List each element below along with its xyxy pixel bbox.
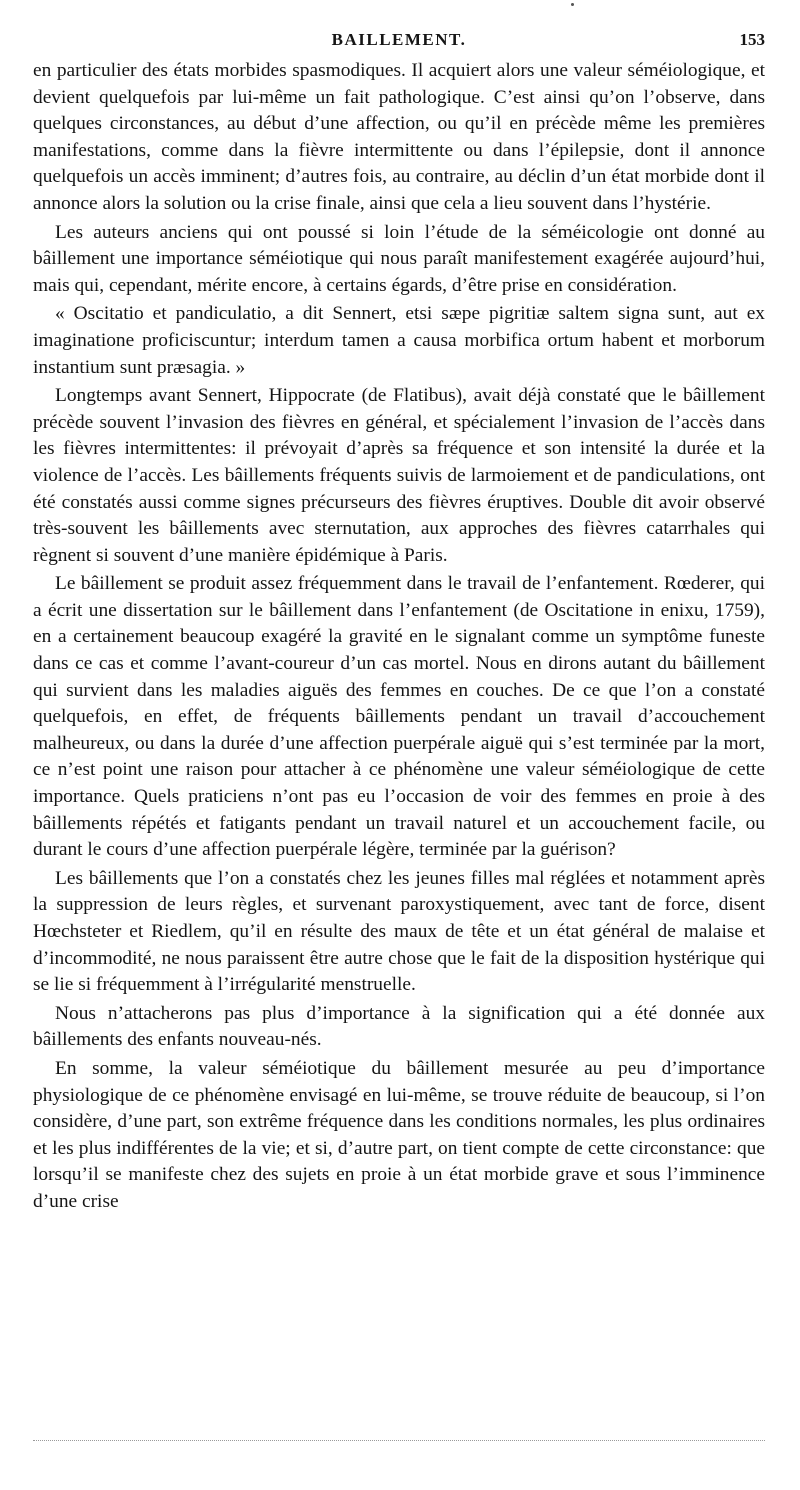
paragraph-childbirth: Le bâillement se produit assez fréquemment dans le travail de l’enfantement. Rœderer, qui a écrit une dissertation sur le bâillement dans l’enfantement (de Oscitatione in enixu, 1759), en a certainement beaucoup exagéré la gravité en le signalant comme un symptôme funeste dans ce cas et comme l’avant-coureur d’un cas mortel. Nous en dirons autant du bâillement qui survient dans les maladies aiguës des femmes en couches. De ce que l’on a constaté quelquefois, en effet, de fréquents bâillements pendant un travail d’accouchement malheureux, ou dans la durée d’une affection puerpérale aiguë qui s’est terminée par la mort, ce n’est point une raison pour attacher à ce phénomène une valeur séméiologique de cette importance. Quels praticiens n’ont pas eu l’occasion de voir des femmes en proie à des bâillements répétés et fatigants pendant un travail naturel et un accouchement facile, ou durant le cours d’une affection puerpérale légère, terminée par la guérison? — [33, 573, 765, 861]
paragraph-sennert-quote: « Oscitatio et pandiculatio, a dit Sennert, etsi sæpe pigritiæ saltem signa sunt, aut ex imaginatione proficiscuntur; interdum tamen a causa morbifica ortum habent et morborum instantium sunt præsagia. » — [33, 303, 765, 378]
running-header — [33, 30, 765, 58]
running-title: BAILLEMENT. — [331, 30, 467, 49]
book-page — [33, 30, 765, 1218]
paragraph-ancient-authors: Les auteurs anciens qui ont poussé si loin l’étude de la séméicologie ont donné au bâillement une importance séméiotique qui nous paraît manifestement exagérée aujourd’hui, mais qui, cependant, mérite encore, à certains égards, d’être prise en considération. — [33, 221, 765, 296]
paragraph-young-girls: Les bâillements que l’on a constatés chez les jeunes filles mal réglées et notamment après la suppression de leurs règles, et survenant paroxystiquement, avec tant de force, disent Hœchsteter et Riedlem, qu’il en résulte des maux de tête et un état général de malaise et d’incommodité, ne nous paraissent être autre chose que le fait de la disposition hystérique qui se lie si fréquemment à l’irrégularité menstruelle. — [33, 867, 765, 996]
page-number: 153 — [739, 30, 765, 49]
ink-speck — [571, 3, 574, 6]
paragraph-continuation: en particulier des états morbides spasmodiques. Il acquiert alors une valeur séméiologique, et devient quelquefois par lui-même un fait pathologique. C’est ainsi qu’on l’observe, dans quelques circonstances, au début d’une affection, ou qu’il en précède même les premières manifestations, comme dans la fièvre intermittente ou dans l’épilepsie, dont il annonce quelquefois un accès imminent; d’autres fois, au contraire, au déclin d’un état morbide dont il annonce alors la solution ou la crise finale, ainsi que cela a lieu souvent dans l’hystérie. — [33, 60, 765, 214]
paragraph-hippocrates: Longtemps avant Sennert, Hippocrate (de Flatibus), avait déjà constaté que le bâillement précède souvent l’invasion des fièvres en général, et spécialement l’invasion de l’accès dans les fièvres intermittentes: il prévoyait d’après sa fréquence et son intensité la durée et la violence de l’accès. Les bâillements fréquents suivis de larmoiement et de pandiculations, ont été constatés aussi comme signes précurseurs des fièvres éruptives. Double dit avoir observé très-souvent les bâillements avec sternutation, aux approches des fièvres catarrhales qui règnent si souvent d’une manière épidémique à Paris. — [33, 385, 765, 566]
paragraph-summary: En somme, la valeur séméiotique du bâillement mesurée au peu d’importance physiologique de ce phénomène envisagé en lui-même, se trouve réduite de beaucoup, si l’on considère, d’une part, son extrême fréquence dans les conditions normales, les plus ordinaires et les plus indifférentes de la vie; et si, d’autre part, on tient compte de cette circonstance: que lorsqu’il se manifeste chez des sujets en proie à un état morbide grave et sous l’imminence d’une crise — [33, 1057, 765, 1212]
bottom-dotted-rule — [33, 1440, 765, 1443]
paragraph-newborns: Nous n’attacherons pas plus d’importance à la signification qui a été donnée aux bâillements des enfants nouveau-nés. — [33, 1002, 765, 1051]
body-text — [33, 58, 765, 1216]
